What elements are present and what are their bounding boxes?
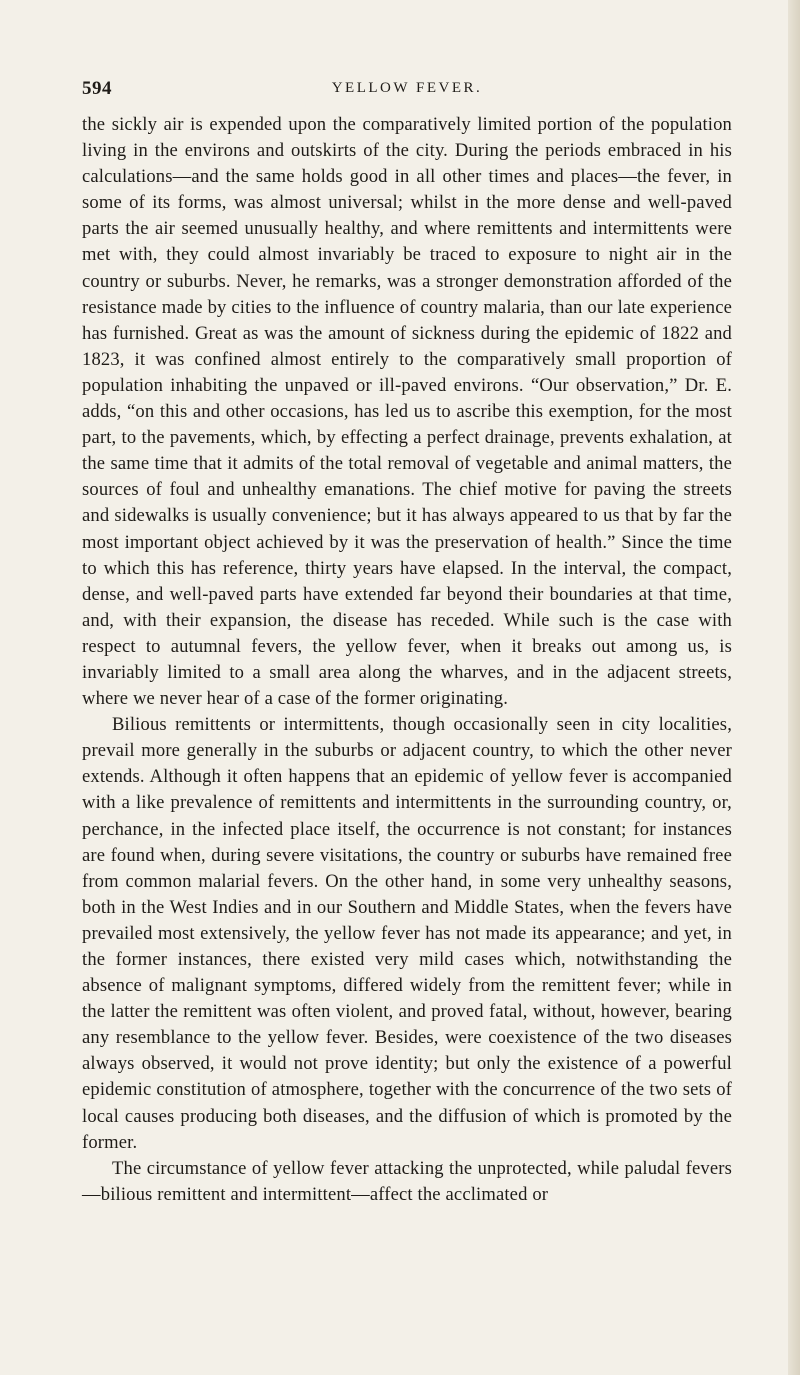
page-edge — [788, 0, 800, 1375]
paragraph-3: The circumstance of yellow fever attacking the unprotected, while paludal fevers—bilious remittent and intermittent—affect the acclimated or — [82, 1157, 732, 1205]
paragraph-2: Bilious remittents or intermittents, though occasionally seen in city localities, prevail more generally in the suburbs or adjacent country, to which the other never extends. Although it often happens that an epidemic of yellow fever is accompanied with a like prevalence of remittents and intermittents in the surrounding country, or, perchance, in the infected place itself, the occurrence is not constant; for instances are found when, during severe visitations, the country or suburbs have remained free from common malarial fevers. On the other hand, in some very unhealthy seasons, both in the West Indies and in our Southern and Middle States, when the fevers have prevailed most extensively, the yellow fever has not made its appearance; and yet, in the former instances, there existed very mild cases which, notwithstanding the absence of malignant symptoms, differed widely from the remittent fever; while in the latter the remittent was often violent, and proved fatal, without, however, bearing any resemblance to the yellow fever. Besides, were coexistence of the two diseases always observed, it would not prove identity; but only the existence of a powerful epidemic constitution of atmosphere, together with the concurrence of the two sets of local causes producing both diseases, and the diffusion of which is promoted by the former. — [82, 714, 732, 1153]
running-head: YELLOW FEVER. — [331, 80, 483, 96]
page-header — [82, 78, 732, 100]
paragraph-1: the sickly air is expended upon the comparatively limited portion of the population living in the environs and outskirts of the city. During the periods embraced in his calculations—and the same holds good in all other times and places—the fever, in some of its forms, was almost universal; whilst in the more dense and well-paved parts the air seemed unusually healthy, and where remittents and intermittents were met with, they could almost invariably be traced to exposure to night air in the country or suburbs. Never, he remarks, was a stronger demonstration afforded of the resistance made by cities to the influence of country malaria, than our late experience has furnished. Great as was the amount of sickness during the epidemic of 1822 and 1823, it was confined almost entirely to the comparatively small proportion of population inhabiting the unpaved or ill-paved environs. “Our observation,” Dr. E. adds, “on this and other occasions, has led us to ascribe this exemption, for the most part, to the pavements, which, by effecting a perfect drainage, prevents exhalation, at the same time that it admits of the total removal of vegetable and animal matters, the sources of foul and unhealthy emanations. The chief motive for paving the streets and sidewalks is usually convenience; but it has always appeared to us that by far the most important object achieved by it was the preservation of health.” Since the time to which this has reference, thirty years have elapsed. In the interval, the compact, dense, and well-paved parts have extended far beyond their boundaries at that time, and, with their expansion, the disease has receded. While such is the case with respect to autumnal fevers, the yellow fever, when it breaks out among us, is invariably limited to a small area along the wharves, and in the adjacent streets, where we never hear of a case of the former originating. — [82, 114, 732, 710]
body-text — [82, 112, 732, 1208]
page-number: 594 — [82, 78, 112, 99]
